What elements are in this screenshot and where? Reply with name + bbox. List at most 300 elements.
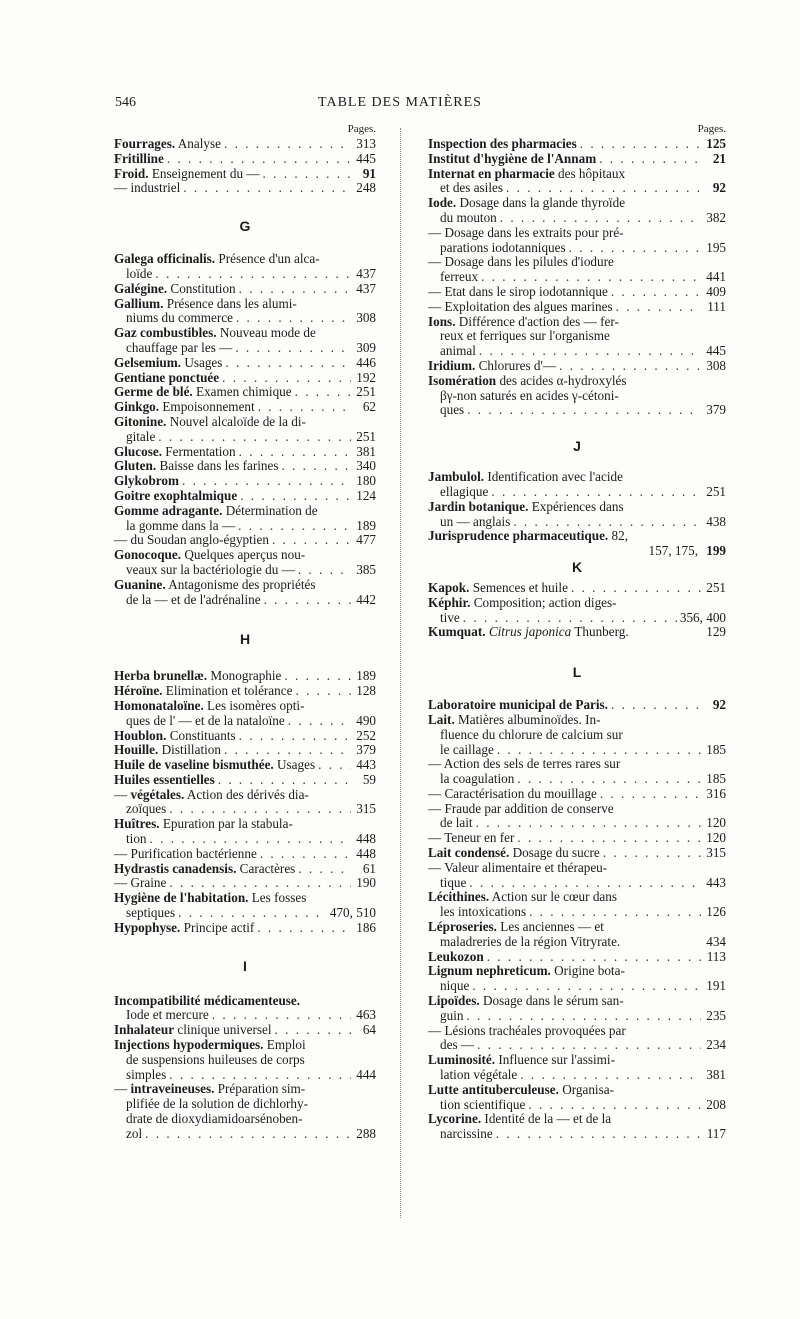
entry-text: — Lésions trachéales provoquées par [428, 1022, 626, 1038]
page-ref: 381 [706, 1067, 726, 1083]
right-column [428, 122, 726, 1142]
entry-text: Léproseries. Les anciennes — et [428, 919, 604, 935]
page-ref: 463 [356, 1007, 376, 1023]
index-entry [428, 1024, 726, 1054]
page-ref: 208 [706, 1096, 726, 1112]
entry-text: Houille. Distillation [114, 742, 221, 758]
page-ref: 308 [356, 310, 376, 326]
index-entry [114, 252, 376, 282]
dot-leader [496, 1127, 701, 1141]
page-ref: 490 [356, 712, 376, 728]
dot-leader [260, 847, 351, 861]
entry-text: — Etat dans le sirop iodotannique [428, 283, 608, 299]
dot-leader [580, 137, 701, 151]
index-entry [428, 1083, 726, 1113]
entry-text: — industriel [114, 180, 181, 196]
index-entry [114, 669, 376, 684]
dot-leader [528, 1098, 701, 1112]
dot-leader [145, 1127, 351, 1141]
page-ref: 21 [712, 150, 726, 166]
page-ref: 379 [706, 402, 726, 418]
dot-leader [513, 515, 701, 529]
entry-text: — Exploitation des algues marines [428, 298, 613, 314]
index-entry [428, 1053, 726, 1083]
index-entry [428, 831, 726, 846]
dot-leader [239, 282, 351, 296]
index-entry [428, 757, 726, 787]
entry-text: Ions. Différence d'action des — fer- [428, 313, 619, 329]
page-ref: 316 [706, 785, 726, 801]
page-ref: 441 [706, 269, 726, 285]
dot-leader [295, 684, 351, 698]
index-entry [428, 596, 726, 626]
dot-leader [517, 772, 701, 786]
page-ref: 117 [706, 1126, 726, 1142]
page-ref: 443 [706, 874, 726, 890]
section-letter: H [239, 631, 251, 648]
index-entry [114, 994, 376, 1024]
entry-text: un — anglais [440, 513, 511, 529]
index-entry [114, 743, 376, 758]
entry-text: Gomme adragante. Détermination de [114, 502, 318, 518]
entry-text: Gaz combustibles. Nouveau mode de [114, 325, 316, 341]
entry-text: Iridium. Chlorures d'— [428, 357, 557, 373]
entry-text: Héroïne. Elimination et tolérance [114, 683, 293, 699]
entry-text: Gonocoque. Quelques aperçus nou- [114, 547, 306, 563]
entry-text: Inspection des pharmacies [428, 136, 577, 151]
entry-text: ques [440, 402, 465, 418]
dot-leader [467, 403, 701, 417]
entry-text: et des asiles [440, 180, 503, 196]
index-entry [428, 500, 726, 530]
page-ref: 120 [706, 830, 726, 846]
entry-text: Luminosité. Influence sur l'assimi- [428, 1052, 615, 1068]
index-entry [428, 846, 726, 861]
dot-leader [611, 285, 701, 299]
entry-text: Gentiane ponctuée [114, 369, 220, 385]
entry-text: maladreries de la région Vitryrate. [440, 933, 621, 949]
entry-text: Inhalateur clinique universel [114, 1022, 272, 1038]
index-entry [114, 699, 376, 729]
entry-text: de lait [440, 815, 473, 831]
page-ref: 62 [362, 399, 376, 415]
dot-leader [599, 152, 701, 166]
index-entry [114, 921, 376, 936]
entry-text: ques de l' — et de la nataloïne [126, 712, 285, 728]
entry-text: Laboratoire municipal de Paris. [428, 697, 608, 713]
page-header [0, 95, 800, 115]
page-ref: 92 [712, 180, 726, 196]
dot-leader [506, 181, 701, 195]
index-entry [114, 489, 376, 504]
index-entry [114, 326, 376, 356]
left-column [114, 122, 376, 1142]
index-entry [114, 445, 376, 460]
entry-text: veaux sur la bactériologie du — [126, 561, 295, 577]
page-ref: 248 [356, 180, 376, 196]
entry-text: Gitonine. Nouvel alcaloïde de la di- [114, 413, 306, 429]
dot-leader [178, 906, 327, 920]
dot-leader [183, 181, 351, 195]
entry-text: tion [126, 831, 147, 847]
entry-text: loïde [126, 265, 153, 281]
index-entry [114, 729, 376, 744]
page-ref: 448 [356, 831, 376, 847]
entry-text: niums du commerce [126, 310, 233, 326]
entry-text: — Fraude par addition de conserve [428, 800, 614, 816]
page-ref: 446 [356, 354, 376, 370]
index-entry [114, 817, 376, 847]
dot-leader [169, 876, 351, 890]
dot-leader [281, 459, 351, 473]
page-ref: 185 [706, 771, 726, 787]
index-entry [114, 400, 376, 415]
page-ref: 92 [712, 697, 726, 713]
index-entry [428, 544, 726, 559]
dot-leader [571, 581, 701, 595]
index-entry [114, 181, 376, 196]
page-ref: 356, 400 [679, 609, 726, 625]
entry-text: la coagulation [440, 771, 515, 787]
dot-leader [603, 846, 701, 860]
index-entry [114, 891, 376, 921]
index-entry [428, 964, 726, 994]
page-ref: 385 [356, 561, 376, 577]
entry-text: Hypophyse. Principe actif [114, 919, 255, 935]
dot-leader [182, 474, 351, 488]
entry-text: — Purification bactérienne [114, 845, 257, 861]
page-ref: 445 [706, 343, 726, 359]
index-entry [428, 196, 726, 226]
pages-label: Pages. [697, 123, 726, 135]
entry-text: 157, 175, [648, 543, 698, 559]
index-entry [428, 1112, 726, 1142]
dot-leader [479, 344, 701, 358]
entry-text: — Caractérisation du mouillage [428, 785, 597, 801]
index-entry [114, 167, 376, 182]
page-ref: 313 [356, 136, 376, 151]
entry-text: Lécithines. Action sur le cœur dans [428, 889, 618, 905]
index-entry [114, 684, 376, 699]
page-ref: 470, 510 [329, 905, 376, 921]
page-ref: 186 [356, 919, 376, 935]
page-ref: 381 [356, 443, 376, 459]
entry-text: Jambulol. Identification avec l'acide [428, 469, 624, 485]
entry-text: Lait. Matières albuminoïdes. In- [428, 711, 601, 727]
index-entry [428, 300, 726, 315]
entry-text: — Dosage dans les pilules d'iodure [428, 254, 614, 270]
index-entry [428, 890, 726, 920]
index-entry [114, 415, 376, 445]
dot-leader [263, 167, 351, 181]
entry-text: la gomme dans la — [126, 517, 236, 533]
page-ref: 438 [706, 513, 726, 529]
entry-text: Jardin botanique. Expériences dans [428, 498, 624, 514]
entry-text: Gluten. Baisse dans les farines [114, 458, 279, 474]
page-number: 546 [115, 95, 136, 110]
index-entry [428, 315, 726, 359]
page-ref: 251 [356, 384, 376, 400]
dot-leader [264, 593, 351, 607]
page-ref: 59 [362, 771, 376, 787]
entry-text: Glucose. Fermentation [114, 443, 236, 459]
dot-leader [275, 1023, 351, 1037]
page-ref: 448 [356, 845, 376, 861]
dot-leader [258, 400, 351, 414]
entry-text: — Graine [114, 875, 167, 891]
dot-leader [500, 211, 701, 225]
entry-text: Incompatibilité médicamenteuse. [114, 992, 301, 1008]
entry-text: Houblon. Constituants [114, 727, 236, 743]
dot-leader [222, 371, 351, 385]
page-ref: 111 [707, 298, 726, 314]
entry-text: tive [440, 609, 460, 625]
running-title: TABLE DES MATIÈRES [318, 95, 482, 110]
page-ref: 128 [356, 683, 376, 699]
entry-text: Germe de blé. Examen chimique [114, 384, 292, 400]
index-entry [428, 226, 726, 256]
entry-text: Froid. Enseignement du — [114, 165, 260, 181]
dot-leader [559, 359, 701, 373]
entry-text: animal [440, 343, 476, 359]
page-ref: 234 [706, 1037, 726, 1053]
index-entry [428, 152, 726, 167]
index-entry [428, 625, 726, 640]
dot-leader [466, 1009, 701, 1023]
page-ref: 199 [706, 543, 726, 559]
page-ref: 235 [706, 1007, 726, 1023]
entry-text: Gelsemium. Usages [114, 354, 223, 370]
index-entry [428, 698, 726, 713]
entry-text: Lait condensé. Dosage du sucre [428, 845, 600, 861]
entry-text: Injections hypodermiques. Emploi [114, 1037, 306, 1053]
entry-text: de la — et de l'adrénaline [126, 591, 261, 607]
index-entry [428, 137, 726, 152]
dot-leader [239, 729, 351, 743]
page-ref: 445 [356, 150, 376, 166]
dot-leader [472, 979, 701, 993]
entry-text: chauffage par les — [126, 339, 233, 355]
page-ref: 251 [356, 428, 376, 444]
dot-leader [288, 714, 351, 728]
dot-leader [236, 311, 351, 325]
page-ref: 444 [356, 1066, 376, 1082]
page-ref: 124 [356, 487, 376, 503]
page-ref: 315 [356, 801, 376, 817]
entry-text: lation végétale [440, 1067, 518, 1083]
dot-leader [298, 862, 351, 876]
entry-text: — intraveineuses. Préparation sim- [114, 1081, 306, 1097]
page-ref: 315 [706, 845, 726, 861]
index-entry [428, 950, 726, 965]
index-entry [114, 578, 376, 608]
index-entry [114, 758, 376, 773]
index-entry [114, 282, 376, 297]
page-ref: 288 [356, 1125, 376, 1141]
entry-text: le caillage [440, 741, 494, 757]
index-entry [428, 167, 726, 197]
entry-text: zol [126, 1125, 143, 1141]
dot-leader [169, 802, 351, 816]
entry-text: tion scientifique [440, 1096, 526, 1112]
page-ref: 64 [362, 1022, 376, 1038]
index-entry [114, 371, 376, 386]
dot-leader [517, 831, 701, 845]
entry-text: Huile de vaseline bismuthée. Usages [114, 757, 316, 773]
entry-text: Ginkgo. Empoisonnement [114, 399, 255, 415]
dot-leader [463, 611, 677, 625]
section-letter: K [571, 558, 583, 575]
entry-text: Institut d'hygiène de l'Annam [428, 150, 597, 166]
page-ref: 251 [706, 579, 726, 595]
index-entry [428, 470, 726, 500]
dot-leader [218, 773, 351, 787]
dot-leader [235, 341, 351, 355]
index-entry [114, 847, 376, 862]
index-entry [428, 581, 726, 596]
dot-leader [477, 1038, 701, 1052]
entry-text: du mouton [440, 209, 497, 225]
index-entry [114, 474, 376, 489]
dot-leader [224, 137, 351, 151]
entry-text: Hydrastis canadensis. Caractères [114, 860, 296, 876]
index-entry [114, 385, 376, 400]
page-ref: 382 [706, 209, 726, 225]
index-entry [428, 861, 726, 891]
index-entry [114, 297, 376, 327]
index-entry [114, 773, 376, 788]
index-entry [114, 548, 376, 578]
entry-text: Lipoïdes. Dosage dans le sérum san- [428, 993, 624, 1009]
entry-text: Lycorine. Identité de la — et de la [428, 1111, 612, 1127]
entry-text: Huiles essentielles [114, 771, 215, 787]
dot-leader [155, 267, 351, 281]
index-entry [428, 359, 726, 374]
dot-leader [150, 832, 351, 846]
page-ref: 251 [706, 483, 726, 499]
section-letter: L [572, 664, 582, 681]
dot-leader [616, 300, 701, 314]
dot-leader [167, 152, 351, 166]
entry-text: Lignum nephreticum. Origine bota- [428, 963, 625, 979]
entry-text: Huîtres. Epuration par la stabula- [114, 816, 293, 832]
entry-text: les intoxications [440, 904, 527, 920]
page-ref: 189 [356, 517, 376, 533]
dot-leader [491, 485, 701, 499]
entry-text: — végétales. Action des dérivés dia- [114, 786, 309, 802]
dot-leader [318, 758, 351, 772]
entry-text: Goitre exophtalmique [114, 487, 238, 503]
index-entry [114, 1082, 376, 1141]
page-ref: 437 [356, 280, 376, 296]
entry-text: reux et ferriques sur l'organisme [440, 328, 610, 344]
page-ref: 185 [706, 741, 726, 757]
entry-text: Homonataloïne. Les isomères opti- [114, 697, 305, 713]
entry-text: des — [440, 1037, 475, 1053]
index-entry [428, 285, 726, 300]
page-ref: 120 [706, 815, 726, 831]
dot-leader [224, 743, 351, 757]
index-entry [428, 787, 726, 802]
dot-leader [257, 921, 351, 935]
entry-text: Jurisprudence pharmaceutique. 82, [428, 528, 629, 544]
entry-text: tique [440, 874, 467, 890]
page-ref: 477 [356, 532, 376, 548]
entry-text: Galega officinalis. Présence d'un alca- [114, 251, 320, 267]
entry-text: narcissine [440, 1126, 493, 1142]
entry-text: βγ-non saturés en acides γ-cétoni- [440, 387, 619, 403]
dot-leader [487, 950, 701, 964]
section-letter: J [573, 438, 581, 455]
entry-text: Glykobrom [114, 473, 179, 489]
page-ref: 443 [356, 757, 376, 773]
page-ref: 442 [356, 591, 376, 607]
dot-leader [238, 519, 351, 533]
entry-text: Isomération des acides α-hydroxylés [428, 372, 627, 388]
index-entry [428, 802, 726, 832]
entry-text: — Valeur alimentaire et thérapeu- [428, 859, 608, 875]
entry-text: Leukozon [428, 948, 484, 964]
dot-leader [295, 385, 351, 399]
dot-leader [225, 356, 351, 370]
entry-text: — Action des sels de terres rares sur [428, 756, 621, 772]
entry-text: Herba brunellæ. Monographie [114, 668, 282, 684]
page-ref: 191 [706, 978, 726, 994]
page-ref: 308 [706, 357, 726, 373]
dot-leader [239, 445, 351, 459]
dot-leader [169, 1068, 351, 1082]
page-ref: 309 [356, 339, 376, 355]
entry-text: zoïques [126, 801, 167, 817]
entry-text: fluence du chlorure de calcium sur [440, 726, 623, 742]
index-entry [114, 862, 376, 877]
index-entry [428, 374, 726, 418]
entry-text: Fourrages. Analyse [114, 136, 221, 151]
index-entry [114, 1038, 376, 1082]
section-letter: I [243, 957, 247, 974]
page-ref: 195 [706, 239, 726, 255]
dot-leader [298, 563, 351, 577]
entry-text: parations iodotanniques [440, 239, 566, 255]
entry-text: ferreux [440, 269, 479, 285]
dot-leader [240, 489, 351, 503]
index-entry [114, 533, 376, 548]
index-entry [428, 713, 726, 757]
page-ref: 189 [356, 668, 376, 684]
page-ref: 61 [362, 860, 376, 876]
index-entry [114, 788, 376, 818]
dot-leader [569, 241, 701, 255]
index-entry [114, 1023, 376, 1038]
index-entry [428, 255, 726, 285]
dot-leader [529, 905, 701, 919]
page-ref: 113 [706, 948, 726, 964]
entry-text: — Dosage dans les extraits pour pré- [428, 224, 624, 240]
entry-text: Lutte antituberculeuse. Organisa- [428, 1081, 614, 1097]
index-entry [114, 152, 376, 167]
dot-leader [284, 669, 351, 683]
entry-text: de suspensions huileuses de corps [126, 1051, 305, 1067]
index-entry [114, 504, 376, 534]
entry-text: Internat en pharmacie des hôpitaux [428, 165, 626, 181]
index-entry [114, 876, 376, 891]
entry-text: Galégine. Constitution [114, 280, 236, 296]
page-ref: 125 [706, 136, 726, 151]
page-ref: 91 [362, 165, 376, 181]
page-ref: 409 [706, 283, 726, 299]
page-ref: 126 [706, 904, 726, 920]
page-ref: 379 [356, 742, 376, 758]
